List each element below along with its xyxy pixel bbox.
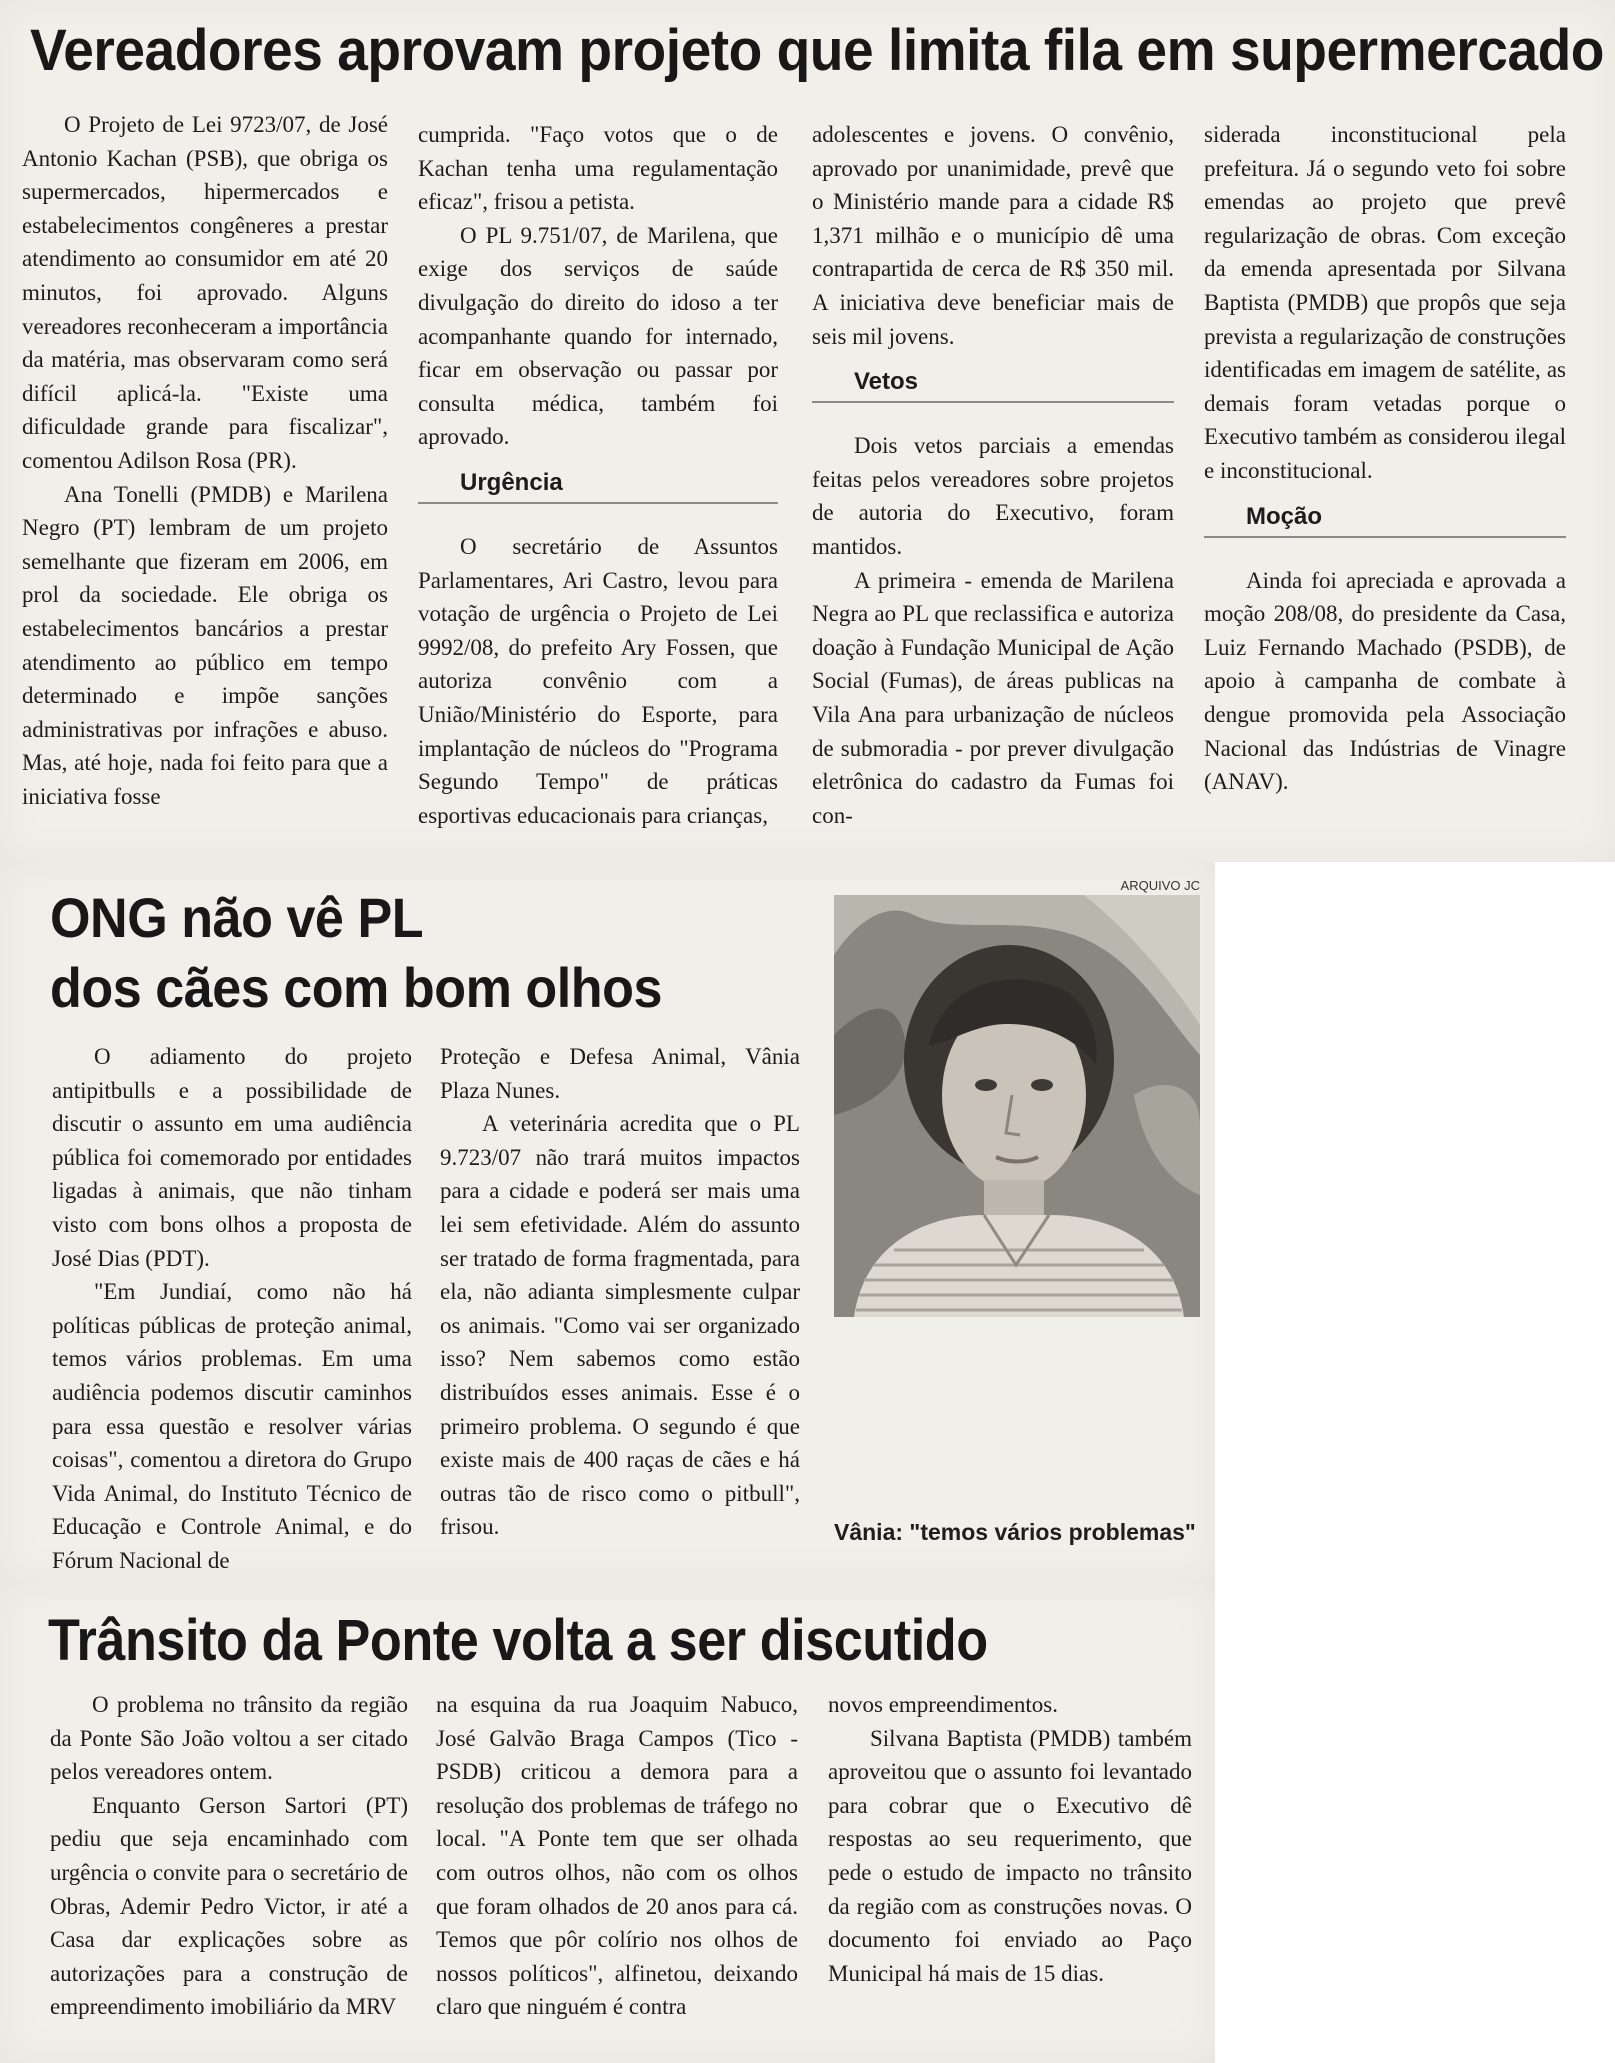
- paragraph: Silvana Baptista (PMDB) também aproveitou que o assunto foi levantado para cobrar que o Executivo dê respostas ao seu requerimento, que pede o estudo de impacto no trânsito da região com as construções novas. O documento foi enviado ao Paço Municipal há mais de 15 dias.: [828, 1725, 1192, 1986]
- paragraph: A primeira - emenda de Marilena Negra ao PL que reclassifica e autoriza doação à Fundação Municipal de Ação Social (Fumas), de áreas publicas na Vila Ana para urbanização de núcleos de submoradia - por prever divulgação eletrônica do cadastro da Fumas foi con-: [812, 567, 1174, 828]
- portrait-photo: [834, 895, 1200, 1317]
- paragraph: Dois vetos parciais a emendas feitas pelos vereadores sobre projetos de autoria do Executivo, foram mantidos.: [812, 433, 1174, 559]
- paragraph: O problema no trânsito da região da Ponte São João voltou a ser citado pelos vereadores ontem.: [50, 1692, 408, 1785]
- headline-ong-line1: ONG não vê PL: [50, 886, 424, 949]
- headline-ponte: Trânsito da Ponte volta a ser discutido: [48, 1608, 988, 1673]
- subhead-mocao: Moção: [1204, 502, 1566, 538]
- paragraph: O secretário de Assuntos Parlamentares, Ari Castro, levou para votação de urgência o Projeto de Lei 9992/08, do prefeito Ary Fossen, que autoriza convênio com a União/Ministério do Esporte, para implantação de núcleos do "Programa Segundo Tempo" de práticas esportivas educacionais para crianças,: [418, 533, 778, 828]
- ong-column-1: [52, 1040, 412, 1580]
- paragraph: Ana Tonelli (PMDB) e Marilena Negro (PT) lembram de um projeto semelhante que fizeram em 2006, em prol da sociedade. Ele obriga os estabelecimentos bancários a prestar atendimento ao público em tempo determinado e impõe sanções administrativas por infrações e abuso. Mas, até hoje, nada foi feito para que a iniciativa fosse: [22, 481, 388, 809]
- paragraph: Enquanto Gerson Sartori (PT) pediu que seja encaminhado com urgência o convite para o secretário de Obras, Ademir Pedro Victor, ir até a Casa dar explicações sobre as autorizações para a construção de empreendimento imobiliário da MRV: [50, 1792, 408, 2020]
- paragraph: siderada inconstitucional pela prefeitura. Já o segundo veto foi sobre emendas ao projeto que prevê regularização de obras. Com exceção da emenda apresentada por Silvana Baptista (PMDB) que propôs que seja prevista a regularização de construções identificadas em imagem de satélite, as demais foram vetadas porque o Executivo também as considerou ilegal e inconstitucional.: [1204, 122, 1566, 483]
- paragraph: cumprida. "Faço votos que o de Kachan tenha uma regulamentação eficaz", frisou a petista.: [418, 122, 778, 215]
- paragraph: na esquina da rua Joaquim Nabuco, José Galvão Braga Campos (Tico - PSDB) criticou a demora para a resolução dos problemas de tráfego no local. "A Ponte tem que ser olhada com outros olhos, não com os olhos que foram olhados de 20 anos para cá. Temos que pôr colírio nos olhos de nossos políticos", alfinetou, deixando claro que ninguém é contra: [436, 1692, 798, 2020]
- paragraph: O Projeto de Lei 9723/07, de José Antonio Kachan (PSB), que obriga os supermercados, hipermercados e estabelecimentos congêneres a prestar atendimento ao consumidor em até 20 minutos, foi aprovado. Alguns vereadores reconheceram a importância da matéria, mas observaram como será difícil aplicá-la. "Existe uma dificuldade grande para fiscalizar", comentou Adilson Rosa (PR).: [22, 112, 388, 473]
- column-2: [418, 118, 778, 848]
- article-vereadores: [0, 0, 1615, 862]
- paragraph: Ainda foi apreciada e aprovada a moção 208/08, do presidente da Casa, Luiz Fernando Machado (PSDB), de apoio à campanha de combate à dengue promovida pela Associação Nacional das Indústrias de Vinagre (ANAV).: [1204, 567, 1566, 795]
- paragraph: "Em Jundiaí, como não há políticas públicas de proteção animal, temos vários problemas. Em uma audiência podemos discutir caminhos para essa questão e resolver várias coisas", comentou a diretora do Grupo Vida Animal, do Instituto Técnico de Educação e Controle Animal, e do Fórum Nacional de: [52, 1279, 412, 1573]
- column-4: [1204, 118, 1566, 858]
- paragraph: adolescentes e jovens. O convênio, aprovado por unanimidade, prevê que o Ministério mande para a cidade R$ 1,371 milhão e o município dê uma contrapartida de cerca de R$ 350 mil. A iniciativa deve beneficiar mais de seis mil jovens.: [812, 122, 1174, 349]
- paragraph: Proteção e Defesa Animal, Vânia Plaza Nunes.: [440, 1044, 800, 1103]
- paragraph: A veterinária acredita que o PL 9.723/07 não trará muitos impactos para a cidade e poderá ser mais uma lei sem efetividade. Além do assunto ser tratado de forma fragmentada, para ela, não adianta simplesmente culpar os animais. "Como vai ser organizado isso? Nem sabemos como estão distribuídos esses animais. Esse é o primeiro problema. O segundo é que existe mais de 400 raças de cães e há outras tão de risco como o pitbull", frisou.: [440, 1111, 800, 1540]
- photo-credit: ARQUIVO JC: [1120, 878, 1200, 893]
- paragraph: O adiamento do projeto antipitbulls e a possibilidade de discutir o assunto em uma audiência pública foi comemorado por entidades ligadas à animais, que não tinham visto com bons olhos a proposta de José Dias (PDT).: [52, 1044, 412, 1271]
- headline-ong-line2: dos cães com bom olhos: [50, 956, 662, 1019]
- ponte-column-3: [828, 1688, 1192, 2058]
- paragraph: novos empreendimentos.: [828, 1692, 1058, 1717]
- column-1: [22, 108, 388, 848]
- ponte-column-2: [436, 1688, 798, 2058]
- column-3: [812, 118, 1174, 848]
- paragraph: O PL 9.751/07, de Marilena, que exige dos serviços de saúde divulgação do direito do idoso a ter acompanhante quando for internado, ficar em observação ou passar por consulta médica, também foi aprovado.: [418, 222, 778, 450]
- ong-column-2: [440, 1040, 800, 1580]
- portrait-image: [834, 895, 1200, 1317]
- subhead-vetos: Vetos: [812, 367, 1174, 403]
- headline-vereadores: Vereadores aprovam projeto que limita fila em supermercado: [30, 18, 1604, 83]
- subhead-urgencia: Urgência: [418, 468, 778, 504]
- ponte-column-1: [50, 1688, 408, 2058]
- photo-caption: Vânia: "temos vários problemas": [834, 1519, 1196, 1545]
